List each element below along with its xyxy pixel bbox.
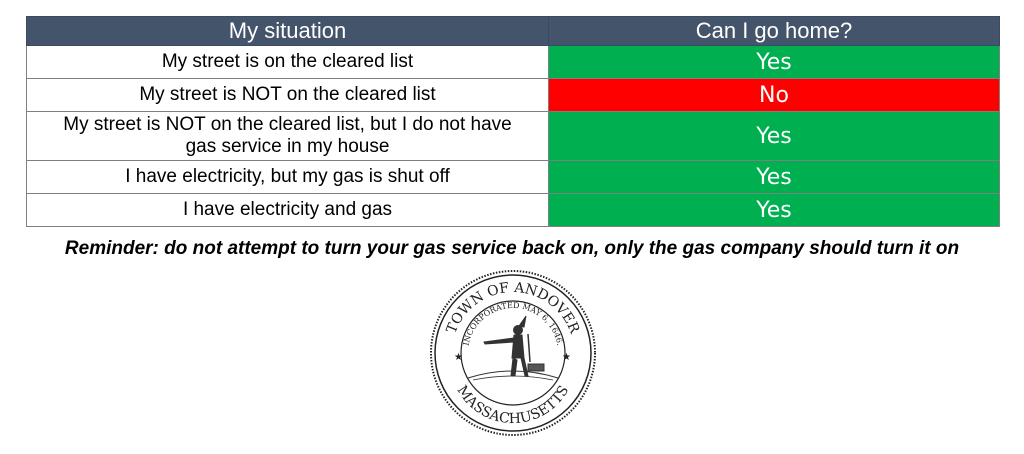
seal-bottom-text: MASSACHUSETTS <box>453 382 573 428</box>
situation-cell: I have electricity and gas <box>27 194 549 227</box>
town-seal-logo <box>428 268 598 438</box>
star-icon: ★ <box>562 352 571 363</box>
answer-cell-no: No <box>549 79 1000 112</box>
table-row <box>27 79 1000 112</box>
table-row <box>27 46 1000 79</box>
situation-cell: My street is NOT on the cleared list <box>27 79 549 112</box>
answer-cell-yes: Yes <box>549 112 1000 161</box>
table-row <box>27 112 1000 161</box>
answer-cell-yes: Yes <box>549 194 1000 227</box>
seal-inner-text: INCORPORATED MAY 6, 1646. <box>461 300 565 347</box>
answer-column-header: Can I go home? <box>549 17 1000 46</box>
answer-cell-yes: Yes <box>549 46 1000 79</box>
go-home-table <box>26 16 1000 227</box>
table-row <box>27 194 1000 227</box>
table-header-row <box>27 17 1000 46</box>
situation-cell: My street is NOT on the cleared list, but I do not have gas service in my house <box>27 112 549 161</box>
reminder-note: Reminder: do not attempt to turn your gas service back on, only the gas company should turn it on <box>64 238 960 259</box>
star-icon: ★ <box>454 352 463 363</box>
seal-figure-icon <box>468 316 558 380</box>
situation-column-header: My situation <box>27 17 549 46</box>
seal-top-text: TOWN OF ANDOVER <box>443 279 583 336</box>
answer-cell-yes: Yes <box>549 161 1000 194</box>
table-row <box>27 161 1000 194</box>
situation-cell: My street is on the cleared list <box>27 46 549 79</box>
situation-cell: I have electricity, but my gas is shut off <box>27 161 549 194</box>
